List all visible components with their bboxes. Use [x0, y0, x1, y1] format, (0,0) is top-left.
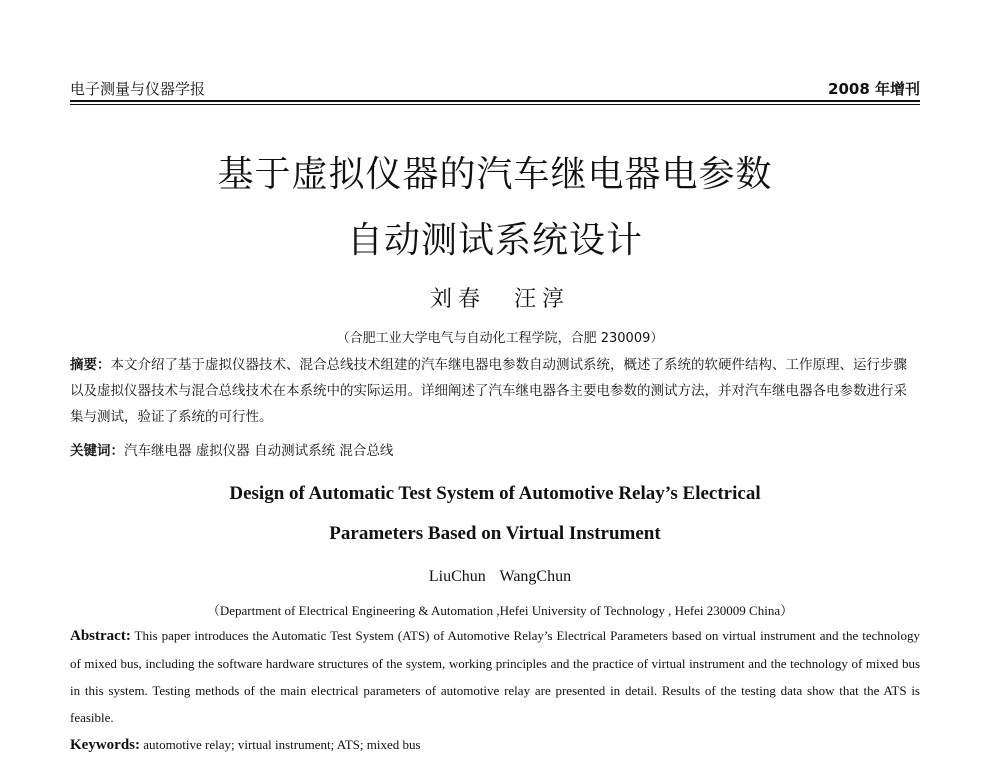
abstract-cn: [70, 352, 920, 430]
abstract-en-label: Abstract:: [70, 628, 131, 644]
title-cn-line1: 基于虚拟仪器的汽车继电器电参数: [217, 154, 773, 195]
keywords-en-label: Keywords:: [70, 737, 140, 753]
header-rule-thick: [70, 100, 920, 102]
affiliation-cn: （合肥工业大学电气与自动化工程学院，合肥 230009）: [336, 331, 664, 346]
title-cn-line2: 自动测试系统设计: [346, 220, 643, 261]
abstract-en-text: This paper introduces the Automatic Test System (ATS) of Automotive Relay’s Electrical Parameters based on virtual instrument and the technology of mixed bus, including the software hardware structures of the system, working principles and the practice of virtual instrument and the technology of mixed bus in this system. Testing methods of the main electrical parameters of automotive relay are presented in detail. Results of the testing data show that the ATS is feasible.: [70, 628, 920, 725]
running-header: [70, 78, 920, 100]
header-rule-thin: [70, 104, 920, 105]
authors-en: LiuChun WangChun: [428, 568, 572, 585]
keywords-cn-text: 汽车继电器 虚拟仪器 自动测试系统 混合总线: [124, 443, 394, 459]
title-en-line1: Design of Automatic Test System of Automotive Relay’s Electrical: [229, 483, 761, 504]
abstract-cn-text: 本文介绍了基于虚拟仪器技术、混合总线技术组建的汽车继电器电参数自动测试系统，概述了系统的软硬件结构、工作原理、运行步骤以及虚拟仪器技术与混合总线技术在本系统中的实际运用。详细阐述了汽车继电器各主要电参数的测试方法，并对汽车继电器各电参数进行采集与测试，验证了系统的可行性。: [70, 357, 907, 425]
journal-name: 电子测量与仪器学报: [70, 80, 206, 98]
keywords-en-text: automotive relay; virtual instrument; ATS; mixed bus: [143, 737, 421, 752]
affiliation-en: （Department of Electrical Engineering & Automation ,Hefei University of Technology , Hefei 230009 China）: [206, 603, 794, 618]
authors-cn: 刘春 汪淳: [429, 287, 570, 312]
abstract-en: [70, 622, 920, 731]
keywords-en: [70, 737, 920, 754]
keywords-cn-label: 关键词：: [70, 443, 124, 459]
abstract-cn-label: 摘要：: [70, 357, 111, 373]
title-en-line2: Parameters Based on Virtual Instrument: [329, 523, 661, 544]
keywords-cn: [70, 439, 920, 459]
issue-label: 2008 年增刊: [828, 80, 920, 98]
